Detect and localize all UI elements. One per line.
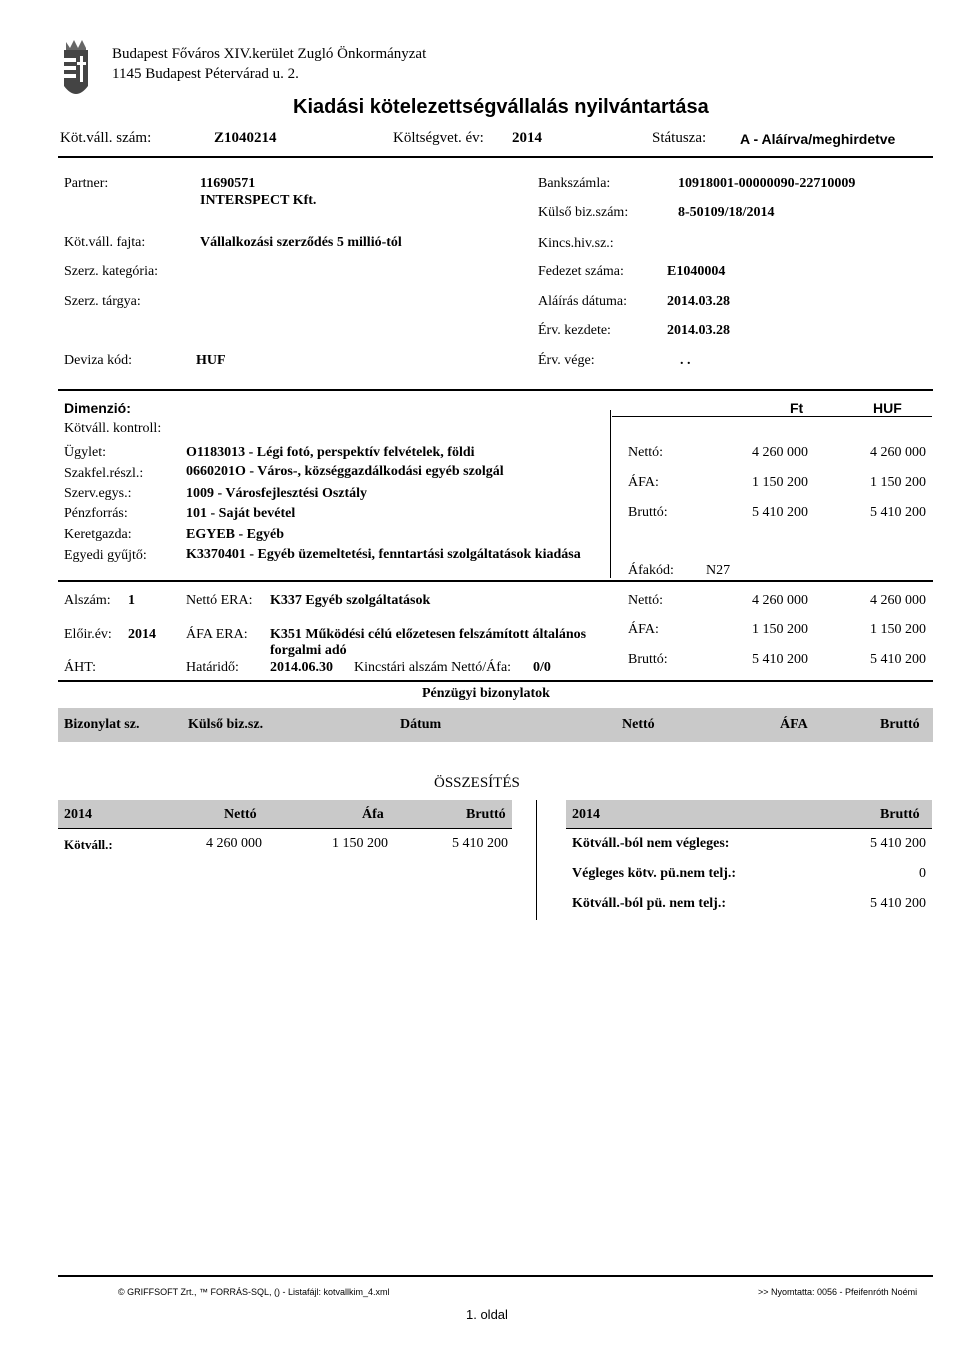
- dim-afa-ft: 1 150 200: [752, 475, 808, 490]
- left-header-brutto: Bruttó: [466, 807, 506, 822]
- afa-era-value-line2: forgalmi adó: [270, 643, 347, 658]
- dim-szakfel-value: 0660201O - Város-, községgazdálkodási egyéb szolgál: [186, 464, 504, 479]
- col-brutto: Bruttó: [880, 717, 920, 732]
- right-row-3-value: 5 410 200: [870, 896, 926, 911]
- dim-szakfel-label: Szakfel.részl.:: [64, 466, 144, 481]
- org-address: 1145 Budapest Pétervárad u. 2.: [112, 66, 299, 82]
- kulso-bizszam-label: Külső biz.szám:: [538, 205, 629, 220]
- left-header-year: 2014: [64, 807, 92, 822]
- dim-keretgazda-label: Keretgazda:: [64, 527, 132, 542]
- alszam-brutto-ft: 5 410 200: [752, 652, 808, 667]
- dim-egyedi-value: K3370401 - Egyéb üzemeltetési, fenntartási szolgáltatások kiadása: [186, 547, 581, 562]
- alszam-brutto-huf: 5 410 200: [870, 652, 926, 667]
- alszam-brutto-label: Bruttó:: [628, 652, 668, 667]
- dim-brutto-ft: 5 410 200: [752, 505, 808, 520]
- dim-brutto-label: Bruttó:: [628, 505, 668, 520]
- statusz-label: Státusza:: [652, 130, 707, 146]
- penzugyi-title: Pénzügyi bizonylatok: [422, 686, 550, 701]
- alszam-netto-label: Nettó:: [628, 593, 663, 608]
- col-bizonylat-sz: Bizonylat sz.: [64, 717, 140, 732]
- alairas-value: 2014.03.28: [667, 294, 730, 309]
- kotvall-szam-value: Z1040214: [214, 130, 277, 146]
- header-divider: [58, 156, 933, 158]
- erv-vege-label: Érv. vége:: [538, 353, 595, 368]
- dim-ugylet-label: Ügylet:: [64, 445, 106, 460]
- dim-szerv-label: Szerv.egys.:: [64, 486, 132, 501]
- fedezet-value: E1040004: [667, 264, 726, 279]
- eloir-value: 2014: [128, 627, 156, 642]
- kulso-bizszam-value: 8-50109/18/2014: [678, 205, 775, 220]
- alszam-divider: [58, 680, 933, 682]
- alszam-label: Alszám:: [64, 593, 111, 608]
- left-row-netto: 4 260 000: [206, 836, 262, 851]
- dimenzio-divider: [58, 580, 933, 582]
- right-row-2-label: Végleges kötv. pü.nem telj.:: [572, 866, 737, 881]
- page-number: 1. oldal: [466, 1307, 508, 1322]
- partner-divider: [58, 389, 933, 391]
- dim-penzforras-label: Pénzforrás:: [64, 506, 128, 521]
- footer-left: © GRIFFSOFT Zrt., ™ FORRÁS-SQL, () - Listafájl: kotvallkim_4.xml: [118, 1287, 390, 1297]
- netto-era-value: K337 Egyéb szolgáltatások: [270, 593, 431, 608]
- bankszamla-label: Bankszámla:: [538, 176, 611, 191]
- alszam-afa-huf: 1 150 200: [870, 622, 926, 637]
- right-row-1-label: Kötváll.-ból nem végleges:: [572, 836, 730, 851]
- afa-era-value-line1: K351 Működési célú előzetesen felszámított általános: [270, 627, 587, 642]
- dim-egyedi-label: Egyedi gyűjtő:: [64, 548, 147, 563]
- col-netto: Nettó: [622, 717, 655, 732]
- dim-netto-huf: 4 260 000: [870, 445, 926, 460]
- kotvall-fajta-label: Köt.váll. fajta:: [64, 235, 146, 250]
- dimenzio-col-ft: Ft: [790, 400, 804, 416]
- afakod-value: N27: [706, 563, 731, 578]
- eloir-label: Előir.év:: [64, 627, 112, 642]
- dim-netto-ft: 4 260 000: [752, 445, 808, 460]
- osszesites-right-underline: [566, 828, 932, 829]
- right-row-1-value: 5 410 200: [870, 836, 926, 851]
- osszesites-left-underline: [58, 828, 512, 829]
- statusz-value: A - Aláírva/meghirdetve: [740, 131, 896, 147]
- hatarido-value: 2014.06.30: [270, 660, 333, 675]
- alszam-afa-ft: 1 150 200: [752, 622, 808, 637]
- coat-of-arms-logo: [52, 36, 100, 106]
- afakod-label: Áfakód:: [628, 563, 674, 578]
- hatarido-label: Határidő:: [186, 660, 239, 675]
- szerz-targya-label: Szerz. tárgya:: [64, 294, 141, 309]
- deviza-value: HUF: [196, 353, 226, 368]
- fedezet-label: Fedezet száma:: [538, 264, 624, 279]
- szerz-kategoria-label: Szerz. kategória:: [64, 264, 159, 279]
- right-header-year: 2014: [572, 807, 600, 822]
- dim-keretgazda-value: EGYEB - Egyéb: [186, 527, 285, 542]
- dimenzio-title: Dimenzió:: [64, 400, 131, 416]
- left-row-label: Kötváll.:: [64, 837, 113, 852]
- kincstari-label: Kincstári alszám Nettó/Áfa:: [354, 660, 512, 675]
- document-title: Kiadási kötelezettségvállalás nyilvántartása: [293, 96, 709, 118]
- alszam-afa-label: ÁFA:: [628, 622, 659, 637]
- kotvall-szam-label: Köt.váll. szám:: [60, 130, 152, 146]
- partner-name: INTERSPECT Kft.: [200, 193, 317, 208]
- erv-kezdete-label: Érv. kezdete:: [538, 323, 611, 338]
- right-row-3-label: Kötváll.-ból pü. nem telj.:: [572, 896, 726, 911]
- col-kulso-bizsz: Külső biz.sz.: [188, 717, 264, 732]
- left-header-afa: Áfa: [362, 807, 384, 822]
- erv-kezdete-value: 2014.03.28: [667, 323, 730, 338]
- left-header-netto: Nettó: [224, 807, 257, 822]
- dimenzio-vertical-divider: [610, 410, 611, 578]
- osszesites-right-header-bar: [566, 800, 932, 828]
- footer-divider: [58, 1275, 933, 1277]
- dim-netto-label: Nettó:: [628, 445, 663, 460]
- dimenzio-col-huf: HUF: [873, 400, 902, 416]
- dim-szerv-value: 1009 - Városfejlesztési Osztály: [186, 486, 368, 501]
- right-header-brutto: Bruttó: [880, 807, 920, 822]
- afa-era-label: ÁFA ERA:: [186, 627, 248, 642]
- aht-label: ÁHT:: [64, 660, 96, 675]
- kincstari-value: 0/0: [533, 660, 551, 675]
- bankszamla-value: 10918001-00000090-22710009: [678, 176, 856, 191]
- dim-afa-label: ÁFA:: [628, 475, 659, 490]
- netto-era-label: Nettó ERA:: [186, 593, 253, 608]
- osszesites-title: ÖSSZESÍTÉS: [434, 775, 520, 791]
- footer-right: >> Nyomtatta: 0056 - Pfeifenróth Noémi: [758, 1287, 918, 1297]
- deviza-label: Deviza kód:: [64, 353, 133, 368]
- left-row-brutto: 5 410 200: [452, 836, 508, 851]
- col-datum: Dátum: [400, 717, 442, 732]
- koltsegvet-ev-label: Költségvet. év:: [393, 130, 484, 146]
- alszam-value: 1: [128, 593, 135, 608]
- left-row-afa: 1 150 200: [332, 836, 388, 851]
- dim-ugylet-value: O1183013 - Légi fotó, perspektív felvételek, földi: [186, 445, 475, 460]
- dim-penzforras-value: 101 - Saját bevétel: [186, 506, 296, 521]
- dim-afa-huf: 1 150 200: [870, 475, 926, 490]
- partner-id: 11690571: [200, 176, 256, 191]
- partner-label: Partner:: [64, 176, 109, 191]
- right-row-2-value: 0: [919, 866, 926, 881]
- kotvall-fajta-value: Vállalkozási szerződés 5 millió-tól: [200, 235, 402, 250]
- org-name: Budapest Főváros XIV.kerület Zugló Önkormányzat: [112, 46, 427, 62]
- alairas-label: Aláírás dátuma:: [538, 294, 628, 309]
- alszam-netto-ft: 4 260 000: [752, 593, 808, 608]
- dimenzio-header-underline: [612, 416, 932, 417]
- osszesites-left-header-bar: [58, 800, 512, 828]
- kincs-hiv-label: Kincs.hiv.sz.:: [538, 236, 614, 251]
- kotvall-kontroll-label: Kötváll. kontroll:: [64, 421, 162, 436]
- alszam-netto-huf: 4 260 000: [870, 593, 926, 608]
- dim-brutto-huf: 5 410 200: [870, 505, 926, 520]
- osszesites-divider: [536, 800, 537, 920]
- col-afa: ÁFA: [780, 717, 808, 732]
- erv-vege-value: . .: [680, 353, 691, 368]
- koltsegvet-ev-value: 2014: [512, 130, 542, 146]
